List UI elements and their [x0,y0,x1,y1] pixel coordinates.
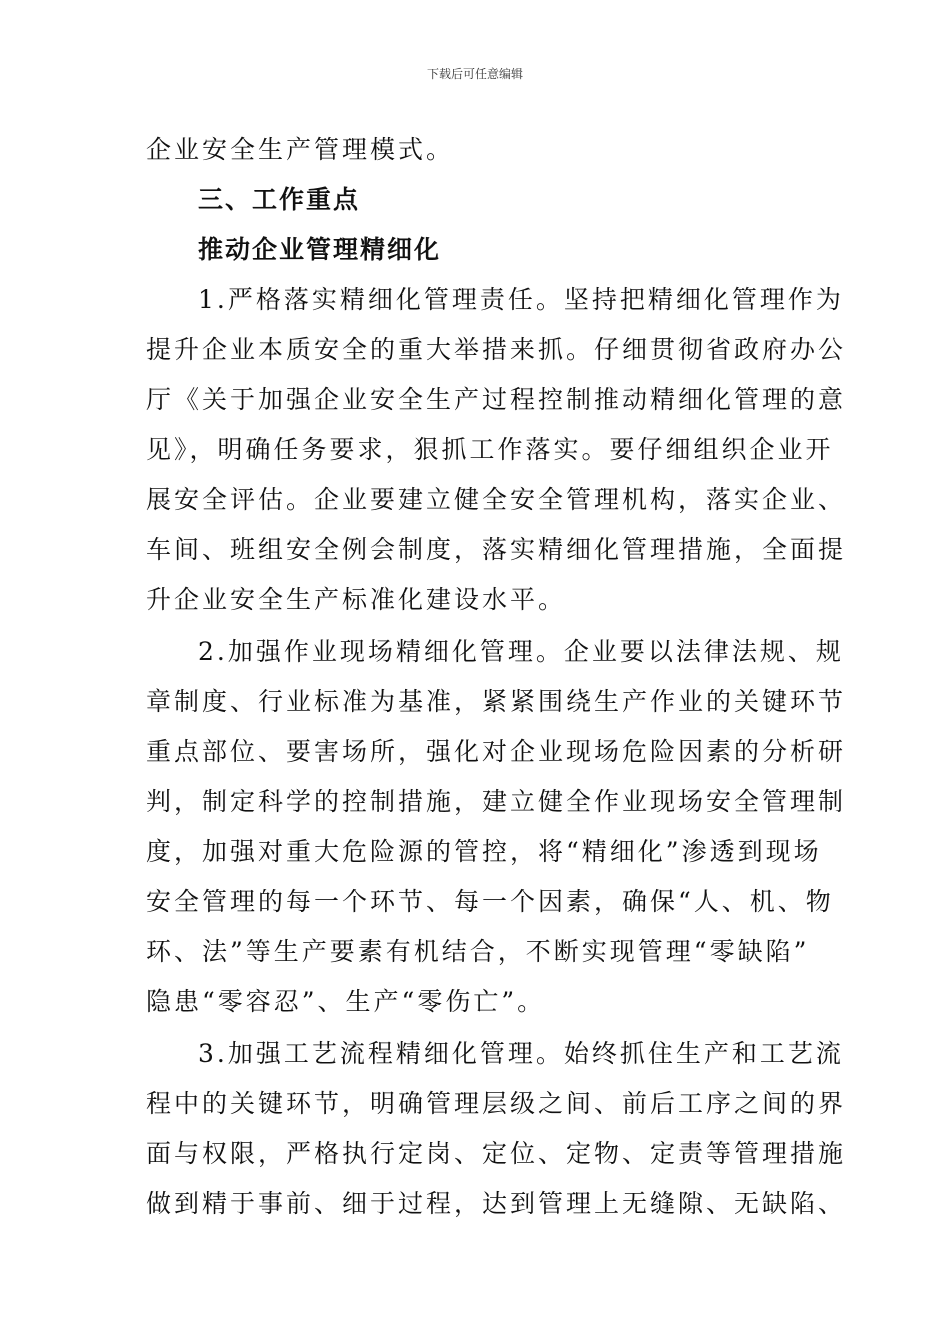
paragraph-line: 度，加强对重大危险源的管控，将“精细化”渗透到现场 [146,837,822,866]
paragraph-line: 做到精于事前、细于过程，达到管理上无缝隙、无缺陷、 [146,1189,847,1218]
intro-tail-line: 企业安全生产管理模式。 [146,135,455,164]
paragraph-item-3 [146,1029,847,1229]
paragraph-line: 提升企业本质安全的重大举措来抓。仔细贯彻省政府办公 [146,335,847,364]
paragraph-line: 面与权限，严格执行定岗、定位、定物、定责等管理措施 [146,1139,847,1168]
paragraph-item-1 [146,275,847,625]
paragraph-line: 见》，明确任务要求，狠抓工作落实。要仔细组织企业开 [146,435,834,464]
paragraph-line: 3.加强工艺流程精细化管理。始终抓住生产和工艺流 [198,1039,844,1068]
paragraph-line: 隐患“零容忍”、生产“零伤亡”。 [146,987,546,1016]
section-subtitle: 推动企业管理精细化 [198,235,442,264]
document-body [146,125,847,1229]
paragraph-line: 章制度、行业标准为基准，紧紧围绕生产作业的关键环节 [146,687,847,716]
paragraph-line: 判，制定科学的控制措施，建立健全作业现场安全管理制 [146,787,847,816]
paragraph-line: 厅《关于加强企业安全生产过程控制推动精细化管理的意 [146,385,847,414]
paragraph-line: 2.加强作业现场精细化管理。企业要以法律法规、规 [198,637,844,666]
page-header-note: 下载后可任意编辑 [426,67,523,81]
paragraph-line: 重点部位、要害场所，强化对企业现场危险因素的分析研 [146,737,847,766]
paragraph-line: 展安全评估。企业要建立健全安全管理机构，落实企业、 [146,485,847,514]
paragraph-line: 程中的关键环节，明确管理层级之间、前后工序之间的界 [146,1089,847,1118]
paragraph-line: 环、法”等生产要素有机结合，不断实现管理“零缺陷” [146,937,810,966]
paragraph-line: 安全管理的每一个环节、每一个因素，确保“人、机、物 [146,887,834,916]
paragraph-line: 1.严格落实精细化管理责任。坚持把精细化管理作为 [198,285,844,314]
paragraph-line: 车间、班组安全例会制度，落实精细化管理措施，全面提 [146,535,847,564]
paragraph-line: 升企业安全生产标准化建设水平。 [146,585,567,614]
section-title: 三、工作重点 [198,185,361,214]
paragraph-item-2 [146,627,847,1027]
